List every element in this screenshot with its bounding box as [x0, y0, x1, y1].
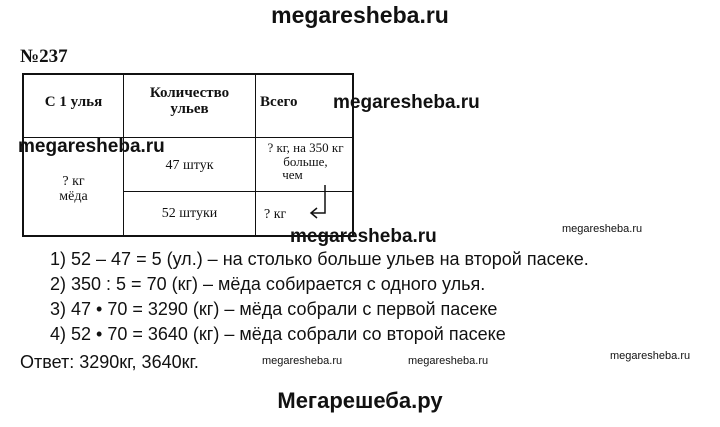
watermark-mid-1: megaresheba.ru [333, 92, 480, 113]
header-hive-count-line1: Количество [149, 85, 230, 101]
header-total: Всего [260, 94, 298, 110]
row2-count: 52 штуки [161, 206, 218, 221]
watermark-small-2: megaresheba.ru [262, 355, 343, 367]
header-hive-count-line2: ульев [170, 100, 209, 117]
per-hive-value-line1: ? кг [62, 174, 85, 189]
watermark-bottom: Мегарешеба.ру [277, 388, 443, 413]
header-per-hive: С 1 улья [44, 94, 103, 110]
watermark-mid-2: megaresheba.ru [18, 136, 165, 157]
watermark-small-4: megaresheba.ru [610, 350, 691, 362]
row1-total-line1: ? кг, на 350 кг [267, 141, 344, 155]
answer: Ответ: 3290кг, 3640кг. [20, 352, 199, 372]
solution-step-1: 1) 52 – 47 = 5 (ул.) – на столько больше ульев на второй пасеке. [50, 249, 589, 269]
watermark-small-1: megaresheba.ru [562, 223, 643, 235]
solution-step-3: 3) 47 • 70 = 3290 (кг) – мёда собрали с первой пасеке [50, 299, 498, 319]
row1-count: 47 штук [165, 158, 214, 173]
row2-total: ? кг [264, 207, 287, 222]
problem-number: №237 [20, 46, 68, 67]
per-hive-value-line2: мёда [59, 188, 88, 204]
row1-total-line2: больше, [283, 153, 328, 169]
watermark-top: megaresheba.ru [271, 2, 449, 28]
solution-step-2: 2) 350 : 5 = 70 (кг) – мёда собирается с одного улья. [50, 274, 486, 294]
watermark-mid-3: megaresheba.ru [290, 226, 437, 247]
solution-step-4: 4) 52 • 70 = 3640 (кг) – мёда собрали со второй пасеке [50, 324, 506, 344]
row1-total-line3: чем [282, 167, 303, 182]
watermark-small-3: megaresheba.ru [408, 355, 489, 367]
